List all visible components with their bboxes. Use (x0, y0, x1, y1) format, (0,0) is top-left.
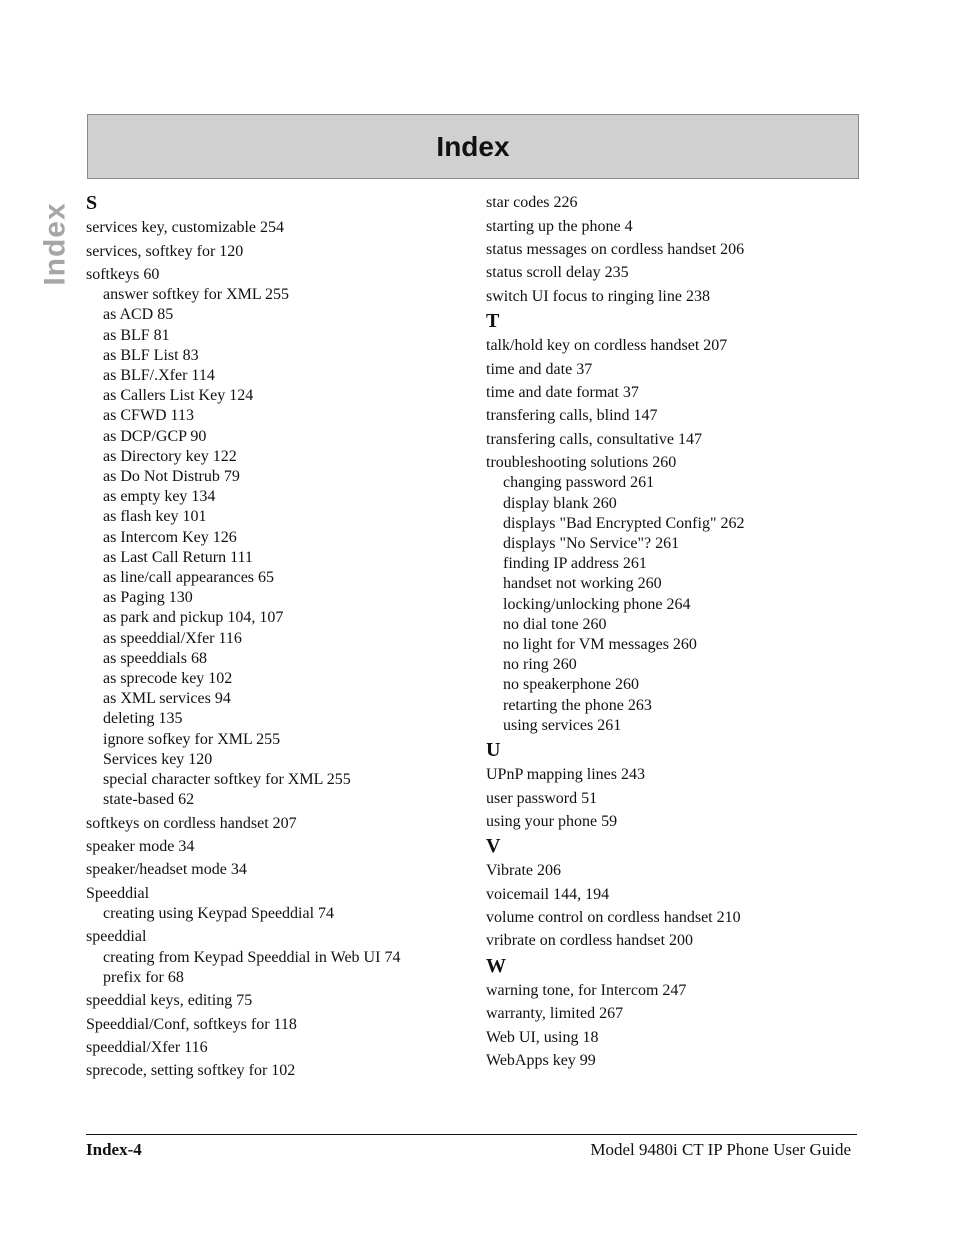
index-subentry: creating using Keypad Speeddial 74 (103, 905, 335, 923)
index-subentry: as sprecode key 102 (103, 670, 233, 688)
index-subentry: as line/call appearances 65 (103, 569, 275, 587)
index-subentry: displays "Bad Encrypted Config" 262 (503, 514, 745, 532)
index-entry: using your phone 59 (486, 812, 618, 830)
index-entry: Speeddial/Conf, softkeys for 118 (86, 1015, 297, 1033)
index-entry: starting up the phone 4 (486, 217, 633, 235)
index-subentry: as speeddial/Xfer 116 (103, 629, 242, 647)
index-entry: user password 51 (486, 789, 598, 807)
index-header-banner (87, 114, 859, 179)
index-subentry: as park and pickup 104, 107 (103, 609, 284, 627)
index-entry: UPnP mapping lines 243 (486, 766, 645, 784)
index-entry: Speeddial (86, 884, 150, 902)
index-subentry: as BLF 81 (103, 326, 170, 344)
index-subentry: as Callers List Key 124 (103, 387, 254, 405)
index-subentry: as Last Call Return 111 (103, 548, 253, 566)
index-entry: star codes 226 (486, 194, 578, 212)
index-subentry: as DCP/GCP 90 (103, 427, 207, 445)
index-entry: speeddial (86, 928, 147, 946)
index-subentry: no ring 260 (503, 656, 577, 674)
index-subentry: state-based 62 (103, 791, 195, 809)
index-entry: services, softkey for 120 (86, 242, 244, 260)
index-subentry: display blank 260 (503, 494, 617, 512)
index-entry: Vibrate 206 (486, 862, 562, 880)
index-subentry: creating from Keypad Speeddial in Web UI 74 (103, 948, 401, 966)
index-subentry: as speeddials 68 (103, 649, 207, 667)
index-subentry: as flash key 101 (103, 508, 207, 526)
index-entry: transfering calls, consultative 147 (486, 430, 702, 448)
index-entry: talk/hold key on cordless handset 207 (486, 337, 728, 355)
index-subentry: as empty key 134 (103, 488, 216, 506)
index-subentry: as Directory key 122 (103, 447, 237, 465)
index-entry: time and date 37 (486, 360, 593, 378)
index-entry: speaker/headset mode 34 (86, 861, 247, 879)
index-subentry: ignore sofkey for XML 255 (103, 730, 281, 748)
index-subentry: as Intercom Key 126 (103, 528, 237, 546)
index-subentry: no dial tone 260 (503, 615, 607, 633)
index-subentry: prefix for 68 (103, 968, 184, 986)
index-entry: WebApps key 99 (486, 1052, 596, 1070)
index-entry: volume control on cordless handset 210 (486, 909, 741, 927)
index-entry: Web UI, using 18 (486, 1028, 599, 1046)
footer-page-label: Index-4 (86, 1140, 142, 1159)
index-column-right (486, 190, 866, 1071)
index-entry: speeddial keys, editing 75 (86, 992, 253, 1010)
footer-guide-title: Model 9480i CT IP Phone User Guide (590, 1140, 851, 1159)
index-letter-heading: T (486, 309, 500, 332)
index-entry: speaker mode 34 (86, 838, 195, 856)
index-subentry: as BLF/.Xfer 114 (103, 366, 215, 384)
index-subentry: displays "No Service"? 261 (503, 534, 680, 552)
index-letter-heading: W (486, 954, 506, 977)
footer-divider (86, 1134, 857, 1135)
index-letter-heading: V (486, 835, 501, 858)
index-subentry: as Do Not Distrub 79 (103, 468, 240, 485)
page-title: Index (436, 130, 510, 162)
index-entry: speeddial/Xfer 116 (86, 1038, 208, 1056)
index-subentry: deleting 135 (103, 710, 183, 728)
index-entry: softkeys on cordless handset 207 (86, 814, 297, 832)
index-entry: warning tone, for Intercom 247 (486, 981, 687, 999)
index-entry: sprecode, setting softkey for 102 (86, 1062, 296, 1080)
index-entry: time and date format 37 (486, 383, 639, 401)
index-entry: troubleshooting solutions 260 (486, 454, 677, 472)
index-subentry: finding IP address 261 (503, 555, 647, 573)
index-subentry: using services 261 (503, 716, 622, 734)
side-section-tab (38, 194, 74, 294)
index-entry: switch UI focus to ringing line 238 (486, 287, 710, 305)
index-entry: status scroll delay 235 (486, 264, 629, 282)
index-entry: softkeys 60 (86, 265, 160, 283)
index-subentry: no light for VM messages 260 (503, 635, 697, 653)
index-subentry: special character softkey for XML 255 (103, 771, 351, 789)
index-column-left (86, 190, 466, 1082)
index-subentry: locking/unlocking phone 264 (503, 595, 691, 613)
index-subentry: answer softkey for XML 255 (103, 286, 290, 304)
index-entry: warranty, limited 267 (486, 1005, 624, 1023)
index-subentry: retarting the phone 263 (503, 696, 652, 714)
side-tab-label: Index (39, 202, 73, 286)
index-subentry: no speakerphone 260 (503, 676, 639, 694)
index-subentry: as Paging 130 (103, 589, 193, 607)
index-subentry: changing password 261 (503, 474, 655, 492)
index-letter-heading: U (486, 738, 501, 761)
index-subentry: handset not working 260 (503, 575, 662, 593)
index-subentry: as XML services 94 (103, 690, 231, 708)
index-subentry: Services key 120 (103, 750, 213, 768)
index-entry: voicemail 144, 194 (486, 885, 610, 903)
index-entry: services key, customizable 254 (86, 219, 285, 237)
index-entry: status messages on cordless handset 206 (486, 240, 745, 258)
index-subentry: as CFWD 113 (103, 407, 194, 425)
index-letter-heading: S (86, 192, 98, 214)
index-subentry: as ACD 85 (103, 306, 174, 324)
index-entry: transfering calls, blind 147 (486, 407, 658, 425)
index-subentry: as BLF List 83 (103, 346, 199, 364)
index-entry: vribrate on cordless handset 200 (486, 932, 694, 950)
